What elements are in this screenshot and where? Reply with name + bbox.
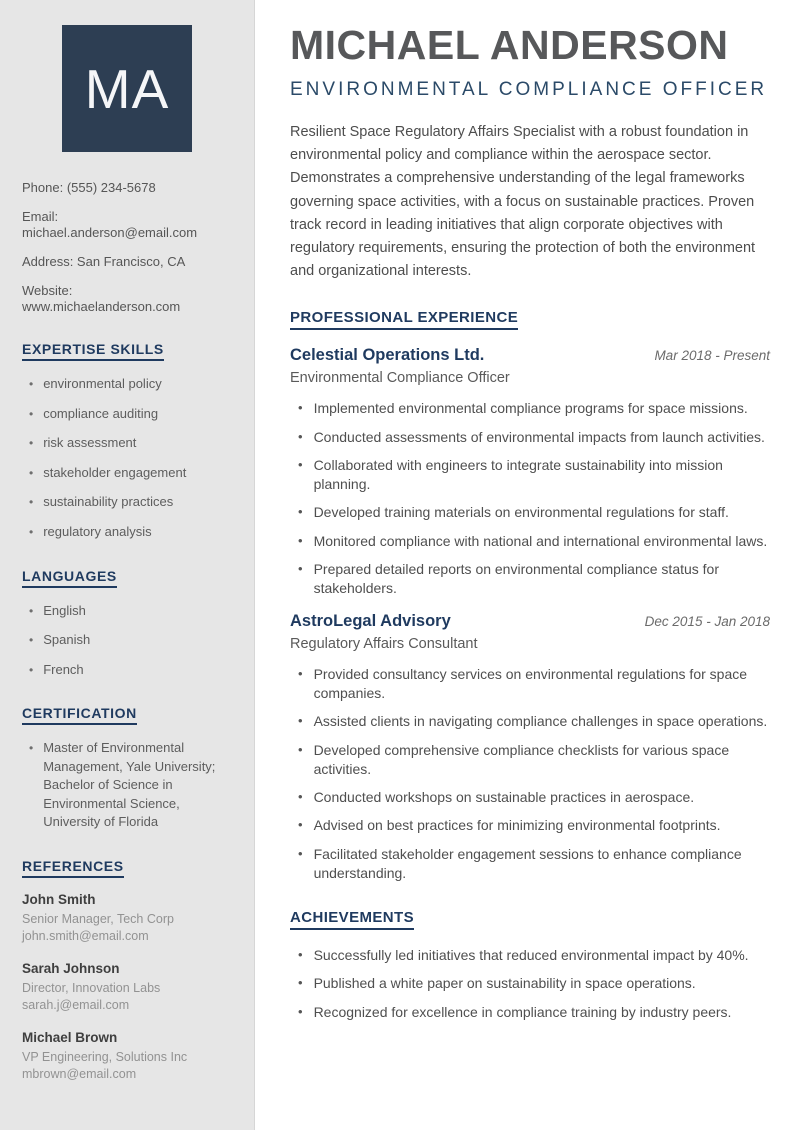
achievement-bullet: Recognized for excellence in compliance training by industry peers. [313, 1004, 732, 1021]
job-role: Environmental Compliance Officer [290, 370, 510, 387]
bullet-icon: • [298, 713, 303, 729]
summary-paragraph: Resilient Space Regulatory Affairs Specialist with a robust foundation in environmental policy and compliance within the aerospace sector. Demonstrates a comprehensive understanding of the legal frameworks governing space activities, with a focus on sustainable practices. Proven track record in leading initiatives that align corporate objectives with regulatory requirements, ensuring the protection of both the environment and organizational interests. [290, 124, 756, 280]
reference-role: Senior Manager, Tech Corp [22, 911, 174, 926]
achievement-bullet: Successfully led initiatives that reduced environmental impact by 40%. [313, 946, 749, 963]
list-item [290, 816, 770, 835]
skill-label: compliance auditing [43, 405, 159, 421]
list-item [290, 788, 770, 807]
reference-email: sarah.j@email.com [22, 998, 130, 1013]
professional-experience-heading: PROFESSIONAL EXPERIENCE [290, 309, 518, 330]
bullet-icon: • [29, 633, 34, 648]
bullet-icon: • [29, 495, 34, 510]
bullet-icon: • [298, 665, 303, 681]
bullet-icon: • [298, 817, 303, 833]
skill-label: risk assessment [43, 435, 137, 451]
avatar-initials: MA [84, 57, 170, 120]
certification-heading: CERTIFICATION [22, 705, 137, 725]
reference-name: Michael Brown [22, 1029, 118, 1045]
bullet-icon: • [298, 561, 303, 577]
languages-list [22, 602, 232, 680]
list-item [290, 665, 770, 703]
language-label: English [43, 602, 86, 618]
list-item [290, 741, 770, 779]
skill-label: environmental policy [43, 376, 162, 391]
list-item [290, 560, 770, 598]
list-item [22, 661, 232, 680]
job-bullet: Prepared detailed reports on environmental compliance status for stakeholders. [313, 561, 720, 597]
section-certification [22, 705, 232, 831]
bullet-icon: • [298, 457, 303, 473]
job-bullet: Provided consultancy services on environmental regulations for space companies. [313, 665, 748, 701]
contact-email: Email: michael.anderson@email.com [22, 208, 198, 240]
bullet-icon: • [298, 975, 303, 991]
list-item [290, 532, 770, 551]
list-item [290, 1003, 770, 1022]
page-title: MICHAEL ANDERSON [290, 22, 729, 68]
reference-entry [22, 892, 232, 946]
bullet-icon: • [29, 741, 34, 756]
job-header [290, 346, 770, 365]
list-item [22, 493, 232, 512]
achievement-bullet: Published a white paper on sustainability in space operations. [313, 975, 696, 992]
section-references [22, 858, 232, 1084]
job-entry [290, 612, 770, 883]
bullet-icon: • [298, 845, 303, 861]
reference-entry [22, 1030, 232, 1084]
bullet-icon: • [29, 406, 34, 421]
achievements-list [290, 946, 770, 1023]
list-item [290, 456, 770, 494]
bullet-icon: • [29, 603, 34, 618]
job-entry [290, 346, 770, 598]
reference-email: john.smith@email.com [22, 929, 149, 944]
skill-label: regulatory analysis [43, 523, 152, 539]
bullet-icon: • [29, 662, 34, 677]
list-item [290, 974, 770, 993]
contact-address: Address: San Francisco, CA [22, 253, 186, 269]
bullet-icon: • [298, 946, 303, 962]
contact-info [22, 180, 232, 315]
expertise-skills-heading: EXPERTISE SKILLS [22, 341, 164, 361]
section-expertise-skills [22, 341, 232, 542]
bullet-icon: • [29, 524, 34, 539]
bullet-icon: • [298, 428, 303, 444]
section-professional-experience [290, 309, 770, 882]
list-item [290, 428, 770, 447]
reference-role: Director, Innovation Labs [22, 980, 161, 995]
list-item [22, 434, 232, 453]
company-name: AstroLegal Advisory [290, 611, 451, 630]
job-bullet: Facilitated stakeholder engagement sessions to enhance compliance understanding. [313, 845, 742, 881]
language-label: French [43, 661, 84, 677]
section-languages [22, 568, 232, 680]
language-label: Spanish [43, 632, 91, 648]
job-bullet: Implemented environmental compliance programs for space missions. [313, 400, 748, 417]
job-bullet: Conducted workshops on sustainable practices in aerospace. [313, 788, 695, 805]
main-content [255, 0, 800, 1130]
bullet-icon: • [298, 504, 303, 520]
bullet-icon: • [298, 400, 303, 416]
job-dates: Dec 2015 - Jan 2018 [644, 613, 770, 629]
skill-label: sustainability practices [43, 494, 174, 510]
job-bullet: Monitored compliance with national and international environmental laws. [313, 532, 768, 549]
job-bullet: Developed training materials on environmental regulations for staff. [313, 504, 729, 521]
reference-name: Sarah Johnson [22, 960, 120, 976]
job-bullet-list [290, 665, 770, 883]
job-dates: Mar 2018 - Present [654, 348, 770, 364]
list-item [290, 399, 770, 418]
list-item [22, 523, 232, 542]
reference-entry [22, 961, 232, 1015]
references-heading: REFERENCES [22, 858, 124, 878]
reference-email: mbrown@email.com [22, 1067, 137, 1082]
achievements-heading: ACHIEVEMENTS [290, 909, 414, 930]
job-bullet: Developed comprehensive compliance checklists for various space activities. [313, 741, 730, 777]
list-item [22, 739, 232, 831]
certification-list [22, 739, 232, 831]
job-bullet: Advised on best practices for minimizing environmental footprints. [313, 817, 721, 834]
sidebar [0, 0, 255, 1130]
list-item [22, 375, 232, 394]
bullet-icon: • [298, 1004, 303, 1020]
bullet-icon: • [298, 788, 303, 804]
reference-role: VP Engineering, Solutions Inc [22, 1049, 188, 1064]
job-bullet: Assisted clients in navigating compliance challenges in space operations. [313, 713, 768, 730]
job-bullet: Conducted assessments of environmental impacts from launch activities. [313, 428, 765, 445]
bullet-icon: • [29, 465, 34, 480]
list-item [290, 503, 770, 522]
avatar [62, 25, 192, 152]
bullet-icon: • [29, 377, 34, 391]
contact-phone: Phone: (555) 234-5678 [22, 180, 156, 195]
certification-label: Master of Environmental Management, Yale University; Bachelor of Science in Environmental Science, University of Florida [43, 740, 216, 830]
section-achievements [290, 909, 770, 1023]
reference-name: John Smith [22, 891, 96, 907]
list-item [22, 405, 232, 424]
list-item [290, 946, 770, 965]
bullet-icon: • [298, 532, 303, 548]
list-item [22, 631, 232, 650]
job-header [290, 612, 770, 631]
list-item [290, 712, 770, 731]
skill-label: stakeholder engagement [43, 464, 187, 480]
job-bullet: Collaborated with engineers to integrate sustainability into mission planning. [313, 457, 723, 493]
list-item [22, 464, 232, 483]
expertise-skills-list [22, 375, 232, 542]
company-name: Celestial Operations Ltd. [290, 346, 485, 365]
languages-heading: LANGUAGES [22, 568, 117, 588]
bullet-icon: • [29, 436, 34, 451]
list-item [290, 845, 770, 883]
job-bullet-list [290, 399, 770, 598]
references-list [22, 892, 232, 1084]
job-title: ENVIRONMENTAL COMPLIANCE OFFICER [290, 79, 768, 101]
bullet-icon: • [298, 741, 303, 757]
contact-website: Website: www.michaelanderson.com [22, 282, 181, 314]
job-role: Regulatory Affairs Consultant [290, 635, 478, 652]
list-item [22, 602, 232, 621]
